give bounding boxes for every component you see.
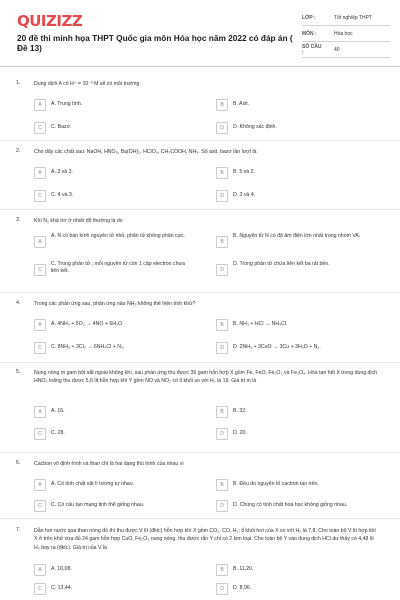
option-letter-box: D — [216, 500, 228, 512]
option-letter-box: A — [34, 319, 46, 331]
option-letter-box: D — [216, 583, 228, 595]
question-text: Nung nóng m gam bột sắt ngoài không khí, sau phản ứng thu được 36 gam hỗn hợp X gồm Fe, FeO, Fe₂O₃ và Fe₃O₄. Hòa tan hết X trong dung dịch HNO₃ loãng thu được 5,6 lít hỗn hợp khí Y gồm NO và NO₂ có tỉ khối so với H₂ là 19. Giá trị m là — [34, 370, 378, 385]
option-b[interactable] — [216, 563, 392, 577]
option-a[interactable] — [34, 478, 194, 492]
option-letter-box: D — [216, 264, 228, 276]
option-letter-box: B — [216, 236, 228, 248]
option-text: A. Có tính chất vật lí tương tự nhau. — [51, 481, 135, 488]
option-d[interactable] — [216, 582, 392, 596]
option-text: C. Bazơ. — [51, 124, 72, 131]
option-text: C. 8NH₃ + 3Cl₂ → 6NH₄Cl + N₂. — [51, 344, 125, 351]
option-text: D. Trong phân tử chứa liên kết ba rất bền. — [233, 261, 330, 267]
question-number: 1. — [16, 80, 21, 86]
option-letter-box: B — [216, 406, 228, 418]
option-text: D. 3 và 4. — [233, 192, 256, 199]
meta-key: MÔN : — [302, 30, 317, 37]
option-d[interactable] — [216, 499, 392, 513]
option-b[interactable] — [216, 318, 392, 332]
option-c[interactable] — [34, 121, 194, 135]
option-letter-box: D — [216, 122, 228, 134]
question-number: 4. — [16, 300, 21, 306]
question-number: 2. — [16, 148, 21, 154]
meta-value: Hóa học — [334, 30, 353, 37]
option-b[interactable] — [216, 405, 392, 419]
option-text: B. 32. — [233, 408, 247, 415]
question-number: 3. — [16, 217, 21, 223]
option-letter-box: B — [216, 479, 228, 491]
question-number: 7. — [16, 527, 21, 533]
option-text: A. 10,08. — [51, 566, 72, 573]
question-text: Trong các phản ứng sau, phản ứng nào NH₃ không thể hiện tính khử? — [34, 301, 196, 307]
option-letter-box: B — [216, 564, 228, 576]
question-text: Khí N₂ khá trơ ở nhiệt độ thường là do — [34, 218, 123, 224]
option-text: A. 3 và 3. — [51, 169, 73, 176]
option-a[interactable] — [34, 98, 194, 112]
divider — [0, 292, 400, 293]
option-text: C. 28. — [51, 430, 65, 437]
question-text: Dẫn hơi nước qua than nóng đỏ thì thu được V lít (đktc) hỗn hợp khí X gồm CO₂, CO, H₂; tỉ khối hơi của X so với H₂ là 7,8. Cho toàn bộ V lít hợp khí X ở trên khử vừa đủ 24 gam hỗn hợp CuO, Fe₂O₃ nung nóng, thu được rắn Y chỉ có 2 kim loại. Cho toàn bộ Y vào dung dịch HCl dư thấy có 4,48 lít H₂ bay ra (đktc). Giá trị của V là — [34, 528, 376, 551]
header — [0, 0, 400, 67]
option-text: A. 4NH₃ + 5O₂ → 4NO + 6H₂O — [51, 321, 123, 328]
option-letter-box: D — [216, 428, 228, 440]
option-a[interactable] — [34, 405, 194, 419]
option-d[interactable] — [216, 189, 392, 203]
divider — [0, 140, 400, 141]
meta-key: LỚP : — [302, 14, 316, 21]
meta-row-class — [302, 10, 390, 26]
option-a[interactable] — [34, 563, 194, 577]
meta-table — [302, 10, 390, 58]
divider — [0, 209, 400, 210]
option-a[interactable] — [34, 166, 194, 180]
option-c[interactable] — [34, 189, 194, 203]
option-letter-box: C — [34, 583, 46, 595]
option-c[interactable] — [34, 341, 194, 355]
option-a[interactable] — [34, 318, 194, 332]
option-d[interactable] — [216, 121, 392, 135]
divider — [0, 518, 400, 519]
option-text: C. Có cấu tạo mạng tinh thể giống nhau. — [51, 502, 145, 509]
quizizz-logo: QUIZIZZ — [17, 12, 83, 30]
option-letter-box: A — [34, 236, 46, 248]
question-text: Cacbon vô định hình và than chì là hai dạng thù hình của nhau vì — [34, 461, 184, 467]
meta-value: 40 — [334, 46, 340, 53]
option-letter-box: B — [216, 319, 228, 331]
option-letter-box: B — [216, 167, 228, 179]
option-letter-box: B — [216, 99, 228, 111]
option-text: C. 4 và 3. — [51, 192, 74, 199]
option-letter-box: A — [34, 564, 46, 576]
option-text: B. Nguyên tử N có độ âm điện lớn nhất trong nhóm VA. — [233, 233, 361, 239]
meta-value: Tốt nghiệp THPT — [334, 14, 372, 21]
option-letter-box: A — [34, 479, 46, 491]
option-letter-box: A — [34, 167, 46, 179]
option-b[interactable] — [216, 478, 392, 492]
option-text: A. Trung tính. — [51, 101, 83, 108]
meta-row-count — [302, 42, 390, 58]
option-c[interactable] — [34, 427, 194, 441]
question-number: 6. — [16, 460, 21, 466]
question-text: Cho dãy các chất sau: NaOH, HNO₃, Ba(OH)₂, HClO₄, CH₃COOH, NH₃. Số axit, bazơ lần lượt là — [34, 149, 257, 155]
divider — [0, 452, 400, 453]
divider — [0, 362, 400, 363]
option-c[interactable] — [34, 582, 194, 596]
option-letter-box: C — [34, 342, 46, 354]
option-text: D. Không xác định. — [233, 124, 277, 131]
option-text: D. 20. — [233, 430, 247, 437]
option-b[interactable] — [216, 233, 392, 255]
option-c[interactable] — [34, 499, 194, 513]
option-letter-box: C — [34, 264, 46, 276]
meta-row-subject — [302, 26, 390, 42]
option-d[interactable] — [216, 427, 392, 441]
option-text: A. 16. — [51, 408, 65, 415]
option-b[interactable] — [216, 98, 392, 112]
option-text: B. Đều do nguyên tố cacbon tạo nên. — [233, 481, 319, 488]
option-letter-box: C — [34, 428, 46, 440]
question-number: 5. — [16, 369, 21, 375]
option-b[interactable] — [216, 166, 392, 180]
option-text: D. 8,96. — [233, 585, 252, 592]
meta-key: SỐ CÂU : — [302, 43, 322, 56]
option-text: B. 5 và 2. — [233, 169, 255, 176]
document-title: 20 đề thi minh họa THPT Quốc gia môn Hóa học năm 2022 có đáp án ( Đề 13) — [17, 33, 293, 54]
option-a[interactable] — [34, 233, 194, 255]
question-text: Dung dịch A có H⁺ = 10⁻³ M sẽ có môi trường — [34, 81, 140, 87]
option-text: C. 13,44. — [51, 585, 73, 592]
option-letter-box: A — [34, 406, 46, 418]
option-letter-box: D — [216, 190, 228, 202]
option-letter-box: A — [34, 99, 46, 111]
option-letter-box: C — [34, 122, 46, 134]
option-text: A. N có bán kính nguyên tử nhỏ, phân tử không phân cực. — [51, 233, 186, 239]
option-letter-box: C — [34, 190, 46, 202]
option-c[interactable] — [34, 261, 194, 283]
option-d[interactable] — [216, 341, 392, 355]
option-text: B. Axit. — [233, 101, 250, 108]
option-letter-box: D — [216, 342, 228, 354]
option-text: B. 11,20. — [233, 566, 254, 573]
option-text: D. Chúng có tính chất hoá học không giống nhau. — [233, 502, 348, 509]
option-d[interactable] — [216, 261, 392, 283]
option-text: C. Trong phân tử , mỗi nguyên tử còn 1 cặp electron chưa liên kết. — [51, 261, 185, 275]
option-letter-box: C — [34, 500, 46, 512]
option-text: D. 2NH₃ + 3CuO → 3Cu + 3H₂O + N₂. — [233, 344, 321, 351]
option-text: B. NH₃ + HCl → NH₄Cl. — [233, 321, 288, 328]
